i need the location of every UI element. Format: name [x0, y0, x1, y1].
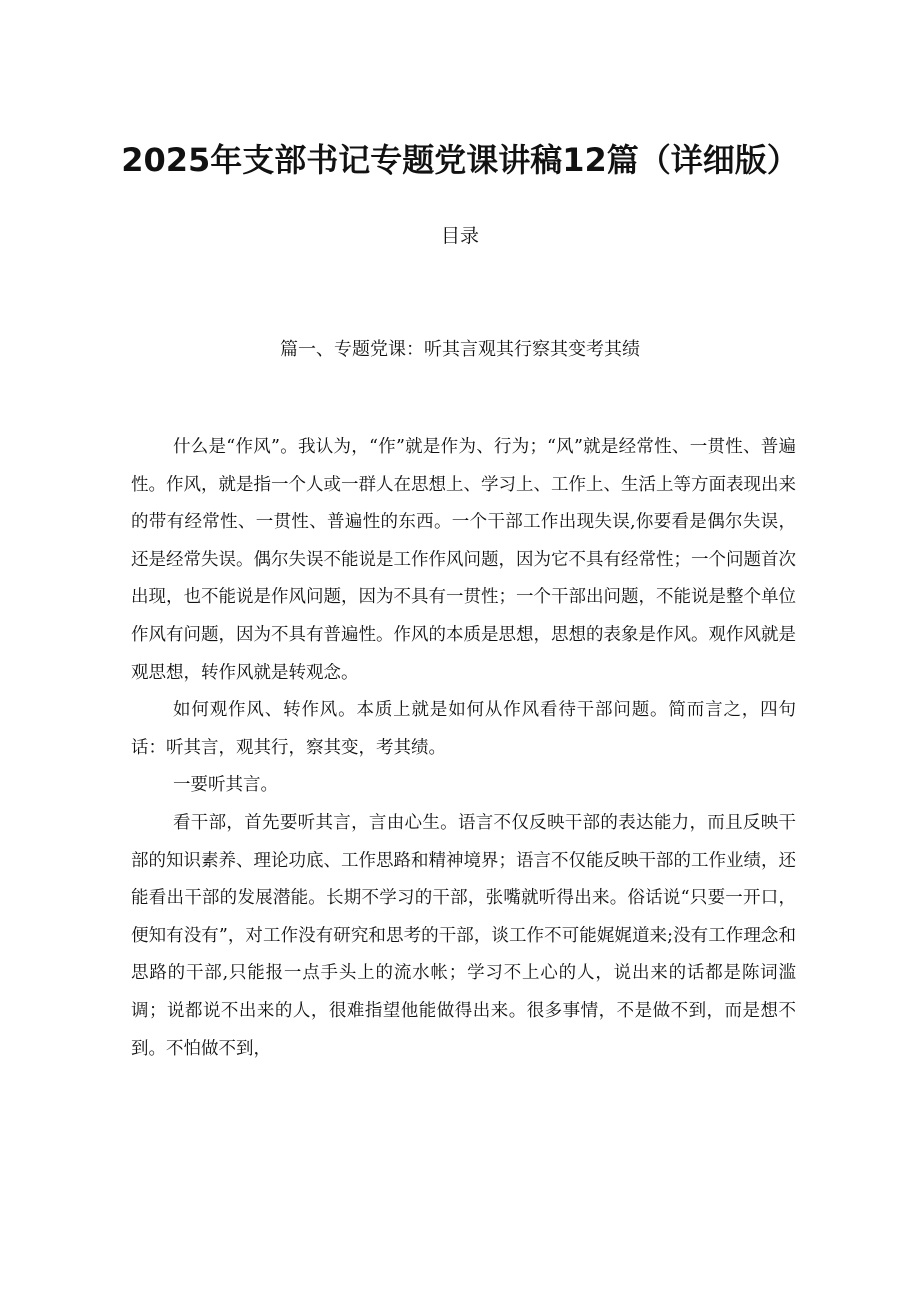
paragraph: 什么是“作风”。我认为，“作”就是作为、行为；“风”就是经常性、一贯性、普遍性。作风，就是指一个人或一群人在思想上、学习上、工作上、生活上等方面表现出来的带有经常性、一贯性、普遍性的东西。一个干部工作出现失误,你要看是偶尔失误，还是经常失误。偶尔失误不能说是工作作风问题，因为它不具有经常性；一个问题首次出现，也不能说是作风问题，因为不具有一贯性；一个干部出问题，不能说是整个单位作风有问题，因为不具有普遍性。作风的本质是思想，思想的表象是作风。观作风就是观思想，转作风就是转观念。: [131, 437, 796, 683]
body-text: [131, 429, 796, 1068]
paragraph: 一要听其言。: [173, 775, 278, 796]
paragraph: 看干部，首先要听其言，言由心生。语言不仅反映干部的表达能力，而且反映干部的知识素养、理论功底、工作思路和精神境界；语言不仅能反映干部的工作业绩，还能看出干部的发展潜能。长期不学习的干部，张嘴就听得出来。俗话说“只要一开口，便知有没有”，对工作没有研究和思考的干部，谈工作不可能娓娓道来;没有工作理念和思路的干部,只能报一点手头上的流水帐；学习不上心的人，说出来的话都是陈词滥调；说都说不出来的人，很难指望他能做得出来。很多事情，不是做不到，而是想不到。不怕做不到，: [131, 812, 796, 1059]
section-heading: 篇一、专题党课：听其言观其行察其变考其绩: [280, 339, 640, 360]
table-of-contents-label: 目录: [440, 225, 479, 247]
paragraph: 如何观作风、转作风。本质上就是如何从作风看待干部问题。简而言之，四句话：听其言，观其行，察其变，考其绩。: [131, 700, 796, 758]
document-title: 2025年支部书记专题党课讲稿12篇（详细版）: [121, 141, 799, 179]
